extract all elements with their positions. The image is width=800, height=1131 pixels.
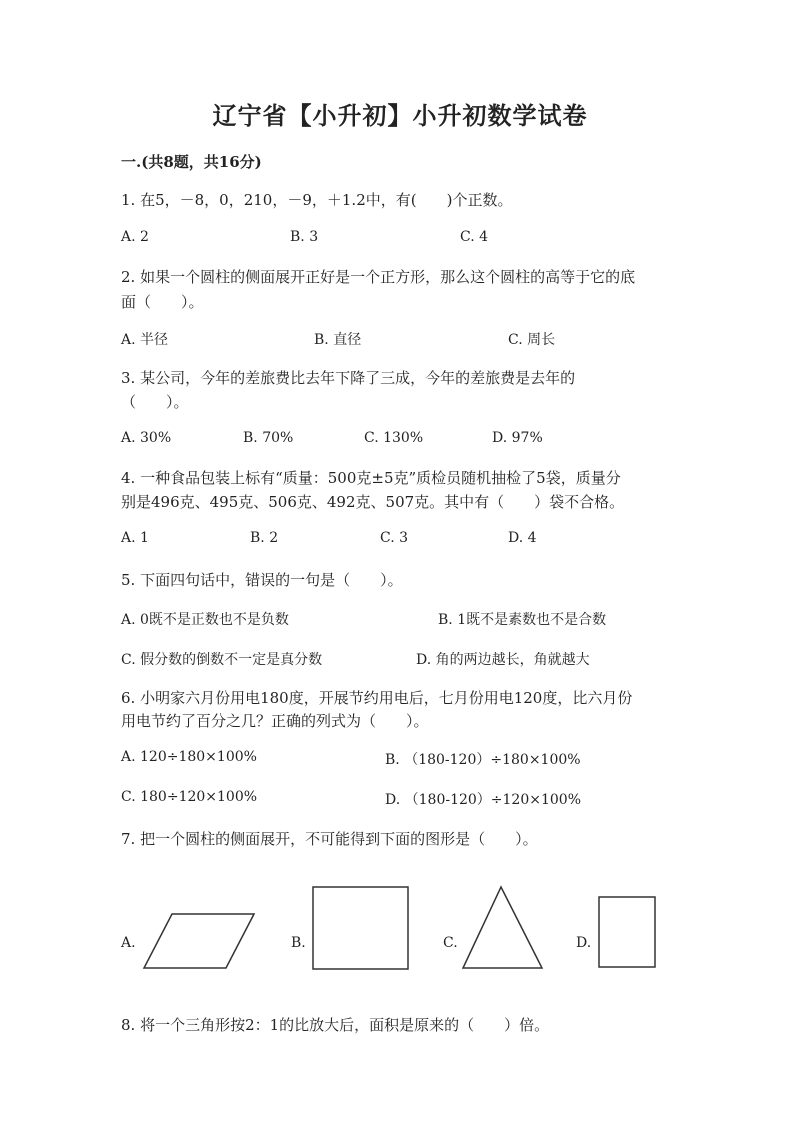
question-4-option-d: D. 4 xyxy=(508,530,537,546)
question-6-stem-line-1: 6. 小明家六月份用电180度，开展节约用电后，七月份用电120度，比六月份 xyxy=(121,689,633,707)
triangle-shape xyxy=(460,884,546,972)
rectangle-shape xyxy=(596,894,658,970)
question-7-stem: 7. 把一个圆柱的侧面展开，不可能得到下面的图形是（ ）。 xyxy=(121,830,538,848)
question-4-stem-line-2: 别是496克、495克、506克、492克、507克。其中有（ ）袋不合格。 xyxy=(121,493,625,511)
question-5-option-d: D. 角的两边越长，角就越大 xyxy=(416,652,590,668)
question-3-stem-line-2: （ ）。 xyxy=(121,393,189,411)
question-2-option-c: C. 周长 xyxy=(508,332,556,348)
question-3-option-c: C. 130% xyxy=(364,430,424,446)
question-5-stem: 5. 下面四句话中，错误的一句是（ ）。 xyxy=(121,571,403,589)
question-1-option-b: B. 3 xyxy=(290,229,319,245)
question-1-option-c: C. 4 xyxy=(460,229,489,245)
section-heading: 一.(共8题，共16分) xyxy=(121,153,262,171)
question-6-option-a: A. 120÷180×100% xyxy=(121,749,257,765)
square-shape xyxy=(310,884,412,972)
question-6-option-b: B. （180-120）÷180×100% xyxy=(385,752,581,768)
question-2-stem-line-1: 2. 如果一个圆柱的侧面展开正好是一个正方形，那么这个圆柱的高等于它的底 xyxy=(121,268,636,286)
question-7-option-d-label: D. xyxy=(576,935,592,951)
question-3-option-b: B. 70% xyxy=(243,430,294,446)
question-3-option-d: D. 97% xyxy=(492,430,543,446)
question-1-option-a: A. 2 xyxy=(121,229,149,245)
question-2-stem-line-2: 面（ ）。 xyxy=(121,293,204,311)
page-title: 辽宁省【小升初】小升初数学试卷 xyxy=(212,101,588,130)
question-4-stem-line-1: 4. 一种食品包装上标有“质量：500克±5克”质检员随机抽检了5袋，质量分 xyxy=(121,469,621,487)
question-8-stem: 8. 将一个三角形按2：1的比放大后，面积是原来的（ ）倍。 xyxy=(121,1016,550,1034)
question-6-option-c: C. 180÷120×100% xyxy=(121,789,258,805)
question-4-option-b: B. 2 xyxy=(250,530,279,546)
question-2-option-a: A. 半径 xyxy=(121,332,169,348)
question-7-option-a-label: A. xyxy=(121,935,136,951)
parallelogram-shape xyxy=(140,910,260,972)
question-4-option-c: C. 3 xyxy=(380,530,409,546)
question-5-option-b: B. 1既不是素数也不是合数 xyxy=(438,612,607,628)
question-3-option-a: A. 30% xyxy=(121,430,172,446)
question-7-option-b-label: B. xyxy=(291,935,306,951)
question-5-option-c: C. 假分数的倒数不一定是真分数 xyxy=(121,652,323,668)
question-5-option-a: A. 0既不是正数也不是负数 xyxy=(121,612,289,628)
question-1-stem: 1. 在5，－8，0，210，－9，＋1.2中，有( )个正数。 xyxy=(121,191,513,209)
question-6-option-d: D. （180-120）÷120×100% xyxy=(385,792,582,808)
question-6-stem-line-2: 用电节约了百分之几？正确的列式为（ ）。 xyxy=(121,712,429,730)
question-2-option-b: B. 直径 xyxy=(314,332,362,348)
question-4-option-a: A. 1 xyxy=(121,530,149,546)
question-3-stem-line-1: 3. 某公司，今年的差旅费比去年下降了三成，今年的差旅费是去年的 xyxy=(121,369,576,387)
question-7-option-c-label: C. xyxy=(443,935,458,951)
